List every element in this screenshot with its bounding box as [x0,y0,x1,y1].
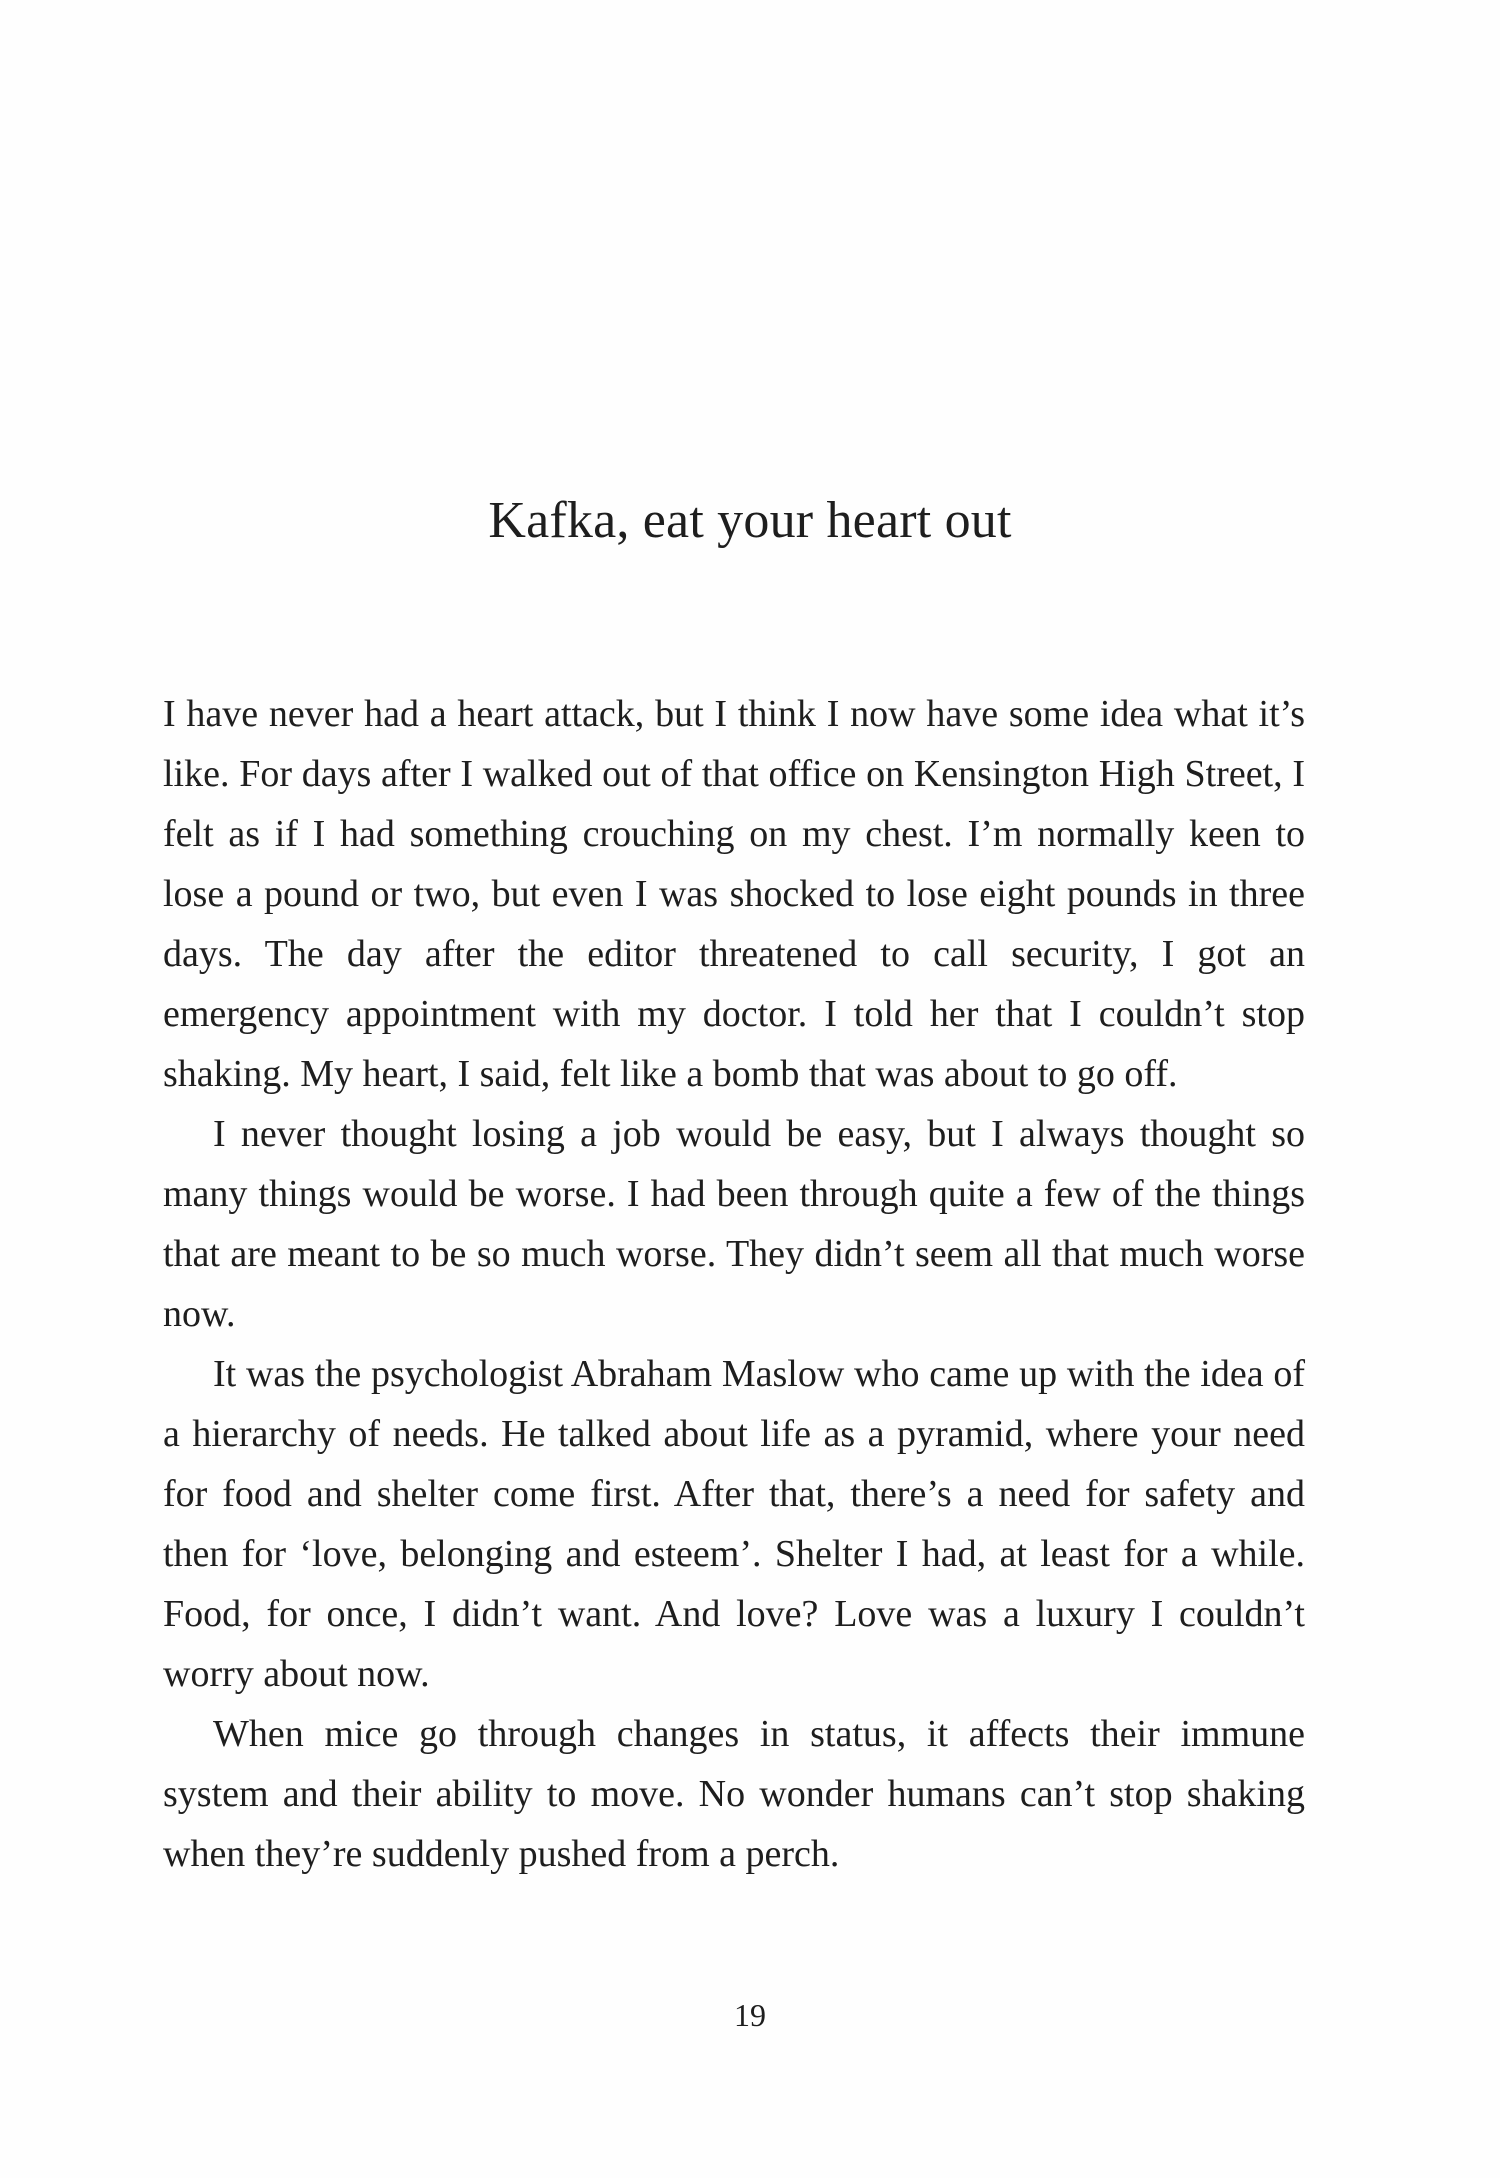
page-number: 19 [734,1997,766,2033]
paragraph: It was the psychologist Abraham Maslow who came up with the idea of a hierarchy of needs. He talked about life as a pyramid, where your need for food and shelter come first. After that, there’s a need for safety and then for ‘love, belonging and esteem’. Shelter I had, at least for a while. Food, for once, I didn’t want. And love? Love was a luxury I couldn’t worry about now. [163,1353,1305,1695]
paragraph: When mice go through changes in status, it affects their immune system and their ability to move. No wonder humans can’t stop shaking when they’re suddenly pushed from a perch. [163,1713,1305,1875]
body-text [163,684,1305,1884]
paragraph: I have never had a heart attack, but I think I now have some idea what it’s like. For days after I walked out of that office on Kensington High Street, I felt as if I had something crouching on my chest. I’m normally keen to lose a pound or two, but even I was shocked to lose eight pounds in three days. The day after the editor threatened to call security, I got an emergency appointment with my doctor. I told her that I couldn’t stop shaking. My heart, I said, felt like a bomb that was about to go off. [163,693,1305,1095]
paragraph: I never thought losing a job would be easy, but I always thought so many things would be worse. I had been through quite a few of the things that are meant to be so much worse. They didn’t seem all that much worse now. [163,1113,1305,1335]
chapter-title: Kafka, eat your heart out [488,492,1012,549]
